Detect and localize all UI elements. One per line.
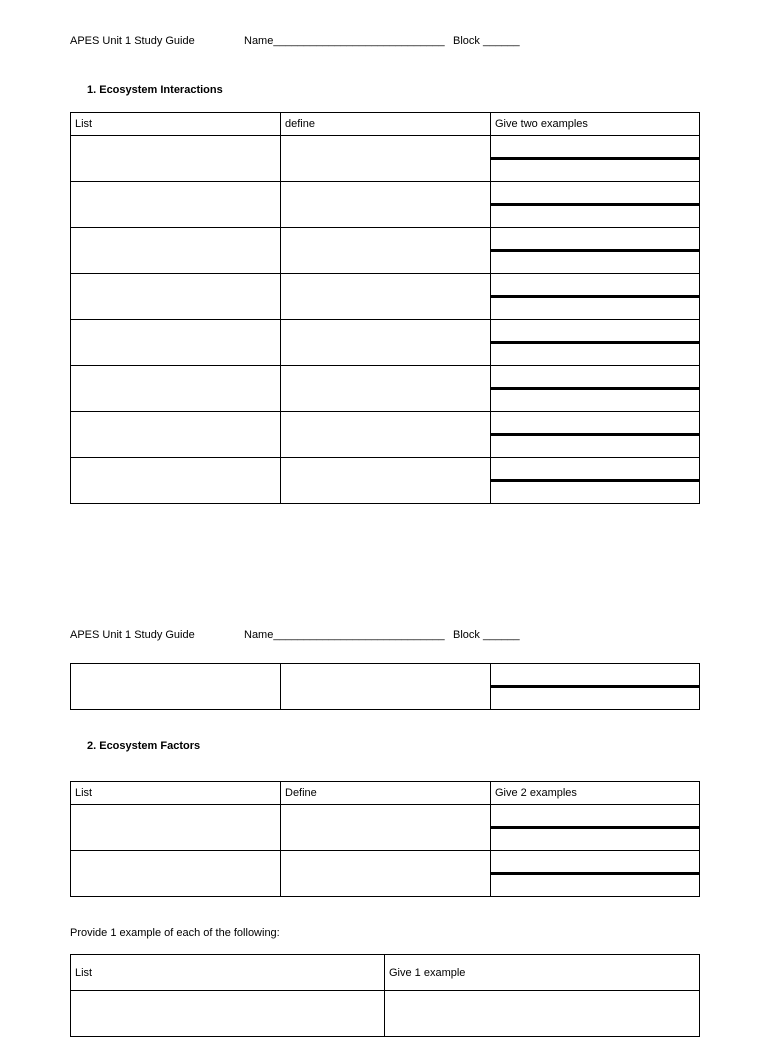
list-cell[interactable]: [71, 320, 281, 366]
col-header-define: Define: [281, 782, 491, 805]
col-header-list: List: [71, 955, 385, 991]
table-row: [71, 136, 700, 182]
list-cell[interactable]: [71, 366, 281, 412]
list-cell[interactable]: [71, 805, 281, 851]
list-cell[interactable]: [71, 412, 281, 458]
list-cell[interactable]: [71, 851, 281, 897]
define-cell[interactable]: [281, 366, 491, 412]
example-cell[interactable]: [492, 435, 699, 436]
section-2-heading: 2. Ecosystem Factors: [87, 740, 201, 752]
example-cell[interactable]: [492, 828, 699, 829]
list-cell[interactable]: [71, 182, 281, 228]
table-row: [71, 182, 700, 228]
section-3-instruction: Provide 1 example of each of the following:: [70, 927, 280, 939]
col-header-list: List: [71, 113, 281, 136]
list-cell[interactable]: [71, 136, 281, 182]
name-field[interactable]: Name____________________________: [244, 629, 445, 641]
col-header-examples: Give two examples: [491, 113, 700, 136]
page-header: [70, 34, 570, 48]
section-1-heading: 1. Ecosystem Interactions: [87, 84, 223, 96]
example-cell[interactable]: [492, 205, 699, 206]
define-cell[interactable]: [281, 851, 491, 897]
block-field[interactable]: Block ______: [453, 629, 520, 641]
define-cell[interactable]: [281, 320, 491, 366]
table-row: [71, 664, 700, 710]
list-cell[interactable]: [71, 664, 281, 710]
block-field[interactable]: Block ______: [453, 35, 520, 47]
example-cell[interactable]: [492, 343, 699, 344]
guide-title: APES Unit 1 Study Guide: [70, 35, 195, 47]
example-cell[interactable]: [492, 687, 699, 688]
page-header: [70, 628, 570, 642]
table-row: [71, 805, 700, 851]
table-header-row: [71, 782, 700, 805]
name-field[interactable]: Name____________________________: [244, 35, 445, 47]
example-cell[interactable]: [492, 874, 699, 875]
table-row: [71, 274, 700, 320]
define-cell[interactable]: [281, 412, 491, 458]
example-cell[interactable]: [385, 991, 700, 1037]
example-cell[interactable]: [492, 251, 699, 252]
define-cell[interactable]: [281, 805, 491, 851]
col-header-example: Give 1 example: [385, 955, 700, 991]
continued-interactions-table: [70, 663, 700, 710]
example-cell[interactable]: [492, 297, 699, 298]
table-header-row: [71, 955, 700, 991]
list-cell[interactable]: [71, 228, 281, 274]
table-row: [71, 851, 700, 897]
table-row: [71, 991, 700, 1037]
define-cell[interactable]: [281, 274, 491, 320]
define-cell[interactable]: [281, 458, 491, 504]
table-row: [71, 412, 700, 458]
col-header-define: define: [281, 113, 491, 136]
example-cell[interactable]: [492, 389, 699, 390]
example-cell[interactable]: [492, 481, 699, 482]
define-cell[interactable]: [281, 182, 491, 228]
guide-title: APES Unit 1 Study Guide: [70, 629, 195, 641]
table-header-row: [71, 113, 700, 136]
col-header-list: List: [71, 782, 281, 805]
define-cell[interactable]: [281, 228, 491, 274]
define-cell[interactable]: [281, 136, 491, 182]
ecosystem-interactions-table: [70, 112, 700, 504]
table-row: [71, 366, 700, 412]
ecosystem-factors-table: [70, 781, 700, 897]
example-cell[interactable]: [492, 159, 699, 160]
col-header-examples: Give 2 examples: [491, 782, 700, 805]
define-cell[interactable]: [281, 664, 491, 710]
list-cell[interactable]: [71, 458, 281, 504]
table-row: [71, 320, 700, 366]
one-example-table: [70, 954, 700, 1037]
list-cell[interactable]: [71, 274, 281, 320]
table-row: [71, 458, 700, 504]
table-row: [71, 228, 700, 274]
list-cell[interactable]: [71, 991, 385, 1037]
